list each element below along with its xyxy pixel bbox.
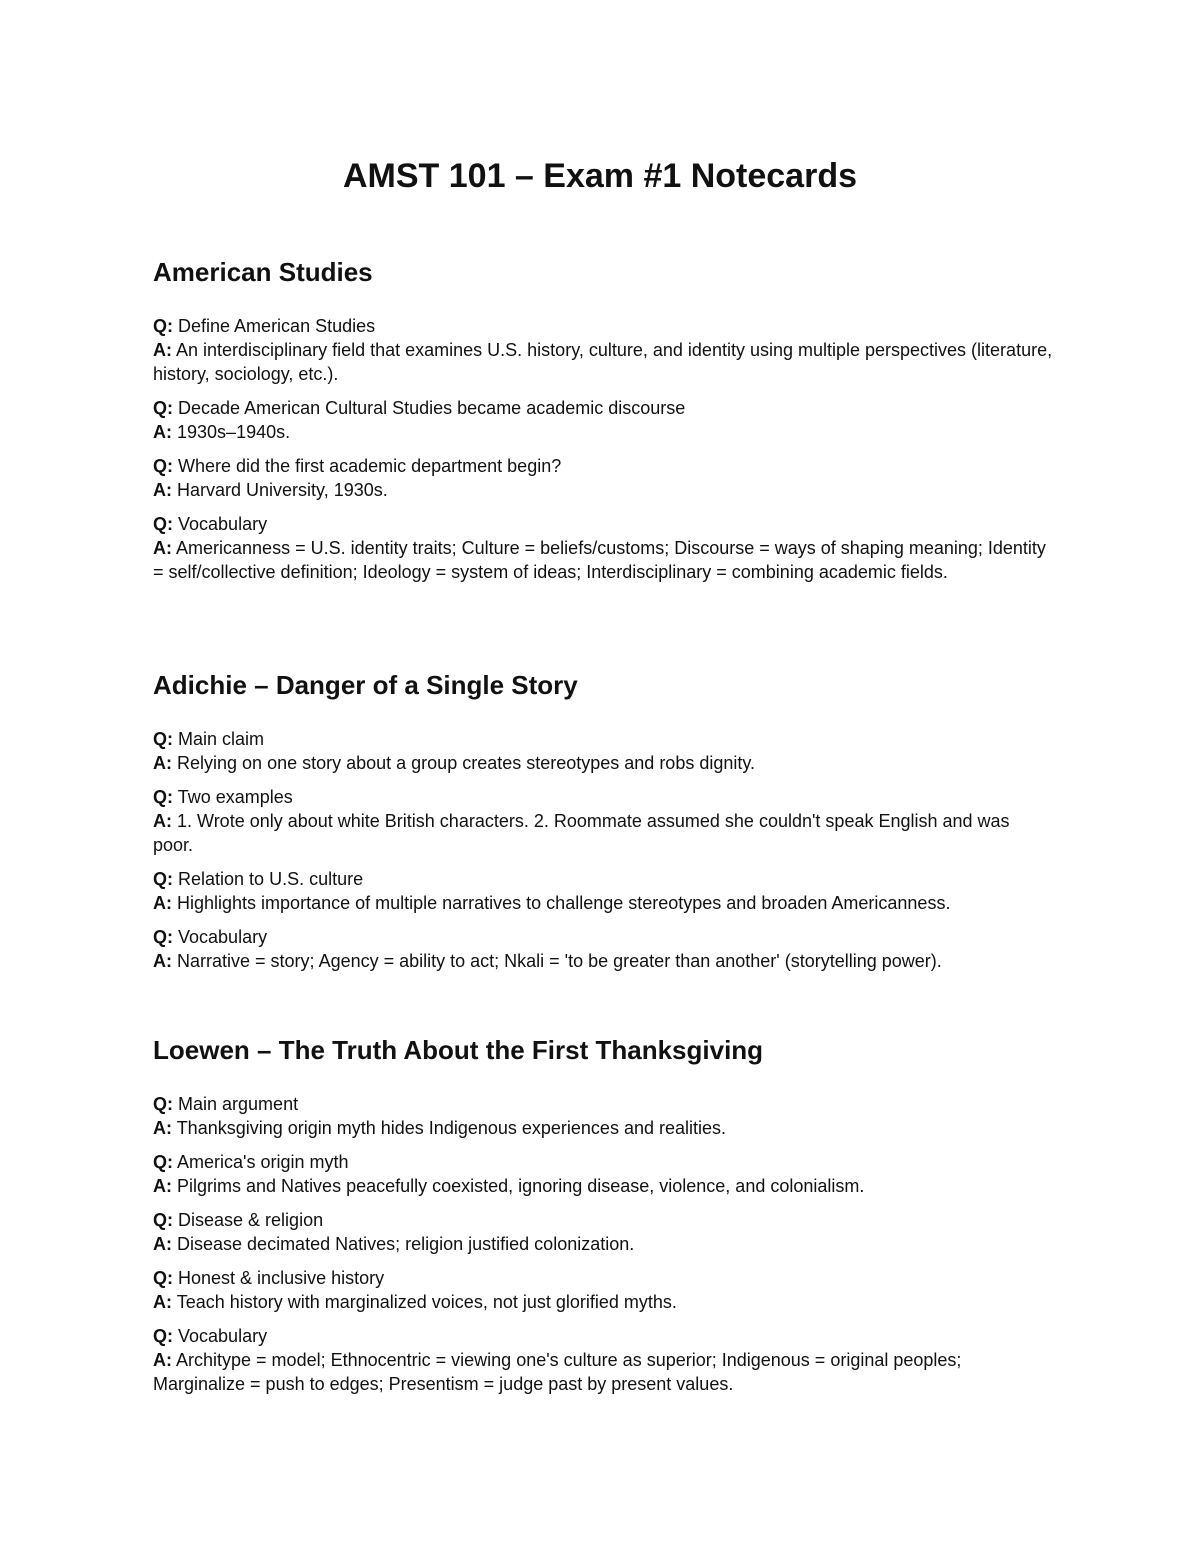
notecard xyxy=(153,1150,1053,1198)
question-text: Main argument xyxy=(178,1094,299,1114)
question-line xyxy=(153,925,1053,949)
document-title: AMST 101 – Exam #1 Notecards xyxy=(342,157,858,195)
answer-text: Narrative = story; Agency = ability to act; Nkali = 'to be greater than another' (storytelling power). xyxy=(177,951,942,971)
question-label: Q: xyxy=(153,398,173,418)
answer-line xyxy=(153,1174,1053,1198)
answer-line xyxy=(153,751,1053,775)
question-text: Decade American Cultural Studies became academic discourse xyxy=(178,398,686,418)
answer-line xyxy=(153,1232,1053,1256)
notecard xyxy=(153,314,1053,386)
question-line xyxy=(153,727,1053,751)
section-heading: Adichie – Danger of a Single Story xyxy=(153,670,578,700)
answer-text: Pilgrims and Natives peacefully coexisted, ignoring disease, violence, and colonialism. xyxy=(177,1176,865,1196)
notecard xyxy=(153,1324,1053,1396)
answer-text: Highlights importance of multiple narratives to challenge stereotypes and broaden Americanness. xyxy=(177,893,951,913)
answer-label: A: xyxy=(153,422,172,442)
answer-label: A: xyxy=(153,340,172,360)
question-line xyxy=(153,1266,1053,1290)
section-american-studies xyxy=(153,256,1053,594)
answer-label: A: xyxy=(153,893,172,913)
question-text: Disease & religion xyxy=(178,1210,324,1230)
answer-text: Relying on one story about a group creates stereotypes and robs dignity. xyxy=(177,753,756,773)
answer-text: Teach history with marginalized voices, not just glorified myths. xyxy=(176,1292,677,1312)
answer-line xyxy=(153,420,1053,444)
question-label: Q: xyxy=(153,1152,173,1172)
question-text: America's origin myth xyxy=(177,1152,349,1172)
question-label: Q: xyxy=(153,1326,173,1346)
answer-label: A: xyxy=(153,538,172,558)
question-text: Relation to U.S. culture xyxy=(178,869,364,889)
notecard xyxy=(153,1266,1053,1314)
question-text: Where did the first academic department begin? xyxy=(178,456,562,476)
answer-text: Harvard University, 1930s. xyxy=(177,480,388,500)
question-text: Vocabulary xyxy=(178,514,268,534)
notecard xyxy=(153,396,1053,444)
question-text: Two examples xyxy=(177,787,293,807)
answer-text: Architype = model; Ethnocentric = viewing one's culture as superior; Indigenous = original peoples; Marginalize = push to edges; Presentism = judge past by present values. xyxy=(153,1350,962,1394)
question-line xyxy=(153,1092,1053,1116)
question-label: Q: xyxy=(153,927,173,947)
question-label: Q: xyxy=(153,729,173,749)
notecard xyxy=(153,1092,1053,1140)
answer-line xyxy=(153,536,1053,584)
question-line xyxy=(153,454,1053,478)
section-adichie xyxy=(153,669,1053,983)
answer-label: A: xyxy=(153,1234,172,1254)
answer-label: A: xyxy=(153,1176,172,1196)
answer-line xyxy=(153,949,1053,973)
question-text: Vocabulary xyxy=(178,927,268,947)
question-label: Q: xyxy=(153,787,173,807)
question-label: Q: xyxy=(153,1094,173,1114)
notecard xyxy=(153,867,1053,915)
answer-line xyxy=(153,338,1053,386)
notecard xyxy=(153,512,1053,584)
question-label: Q: xyxy=(153,514,173,534)
section-loewen xyxy=(153,1034,1053,1406)
section-heading: Loewen – The Truth About the First Thanksgiving xyxy=(153,1035,764,1065)
question-label: Q: xyxy=(153,1210,173,1230)
question-label: Q: xyxy=(153,1268,173,1288)
notecard xyxy=(153,454,1053,502)
question-text: Honest & inclusive history xyxy=(178,1268,385,1288)
answer-text: 1. Wrote only about white British characters. 2. Roommate assumed she couldn't speak English and was poor. xyxy=(153,811,1010,855)
answer-text: 1930s–1940s. xyxy=(177,422,291,442)
answer-text: Thanksgiving origin myth hides Indigenous experiences and realities. xyxy=(176,1118,727,1138)
answer-line xyxy=(153,1116,1053,1140)
question-line xyxy=(153,512,1053,536)
answer-line xyxy=(153,1290,1053,1314)
answer-label: A: xyxy=(153,753,172,773)
answer-label: A: xyxy=(153,480,172,500)
question-line xyxy=(153,785,1053,809)
answer-line xyxy=(153,809,1053,857)
notecard xyxy=(153,1208,1053,1256)
notecard xyxy=(153,727,1053,775)
answer-label: A: xyxy=(153,1350,172,1370)
question-label: Q: xyxy=(153,456,173,476)
section-heading: American Studies xyxy=(153,257,373,287)
question-label: Q: xyxy=(153,316,173,336)
question-line xyxy=(153,867,1053,891)
answer-text: An interdisciplinary field that examines U.S. history, culture, and identity using multiple perspectives (literature, history, sociology, etc.). xyxy=(153,340,1053,384)
question-text: Define American Studies xyxy=(178,316,376,336)
answer-label: A: xyxy=(153,1292,172,1312)
answer-text: Americanness = U.S. identity traits; Culture = beliefs/customs; Discourse = ways of shaping meaning; Identity = self/collective definition; Ideology = system of ideas; Interdisciplinary = combining academic fields. xyxy=(153,538,1046,582)
question-line xyxy=(153,1208,1053,1232)
answer-line xyxy=(153,478,1053,502)
notecard xyxy=(153,925,1053,973)
question-line xyxy=(153,1324,1053,1348)
answer-label: A: xyxy=(153,811,172,831)
question-label: Q: xyxy=(153,869,173,889)
notecard xyxy=(153,785,1053,857)
answer-label: A: xyxy=(153,951,172,971)
question-line xyxy=(153,396,1053,420)
question-line xyxy=(153,1150,1053,1174)
answer-label: A: xyxy=(153,1118,172,1138)
answer-line xyxy=(153,891,1053,915)
question-text: Main claim xyxy=(178,729,265,749)
answer-line xyxy=(153,1348,1053,1396)
answer-text: Disease decimated Natives; religion justified colonization. xyxy=(177,1234,635,1254)
question-line xyxy=(153,314,1053,338)
question-text: Vocabulary xyxy=(178,1326,268,1346)
